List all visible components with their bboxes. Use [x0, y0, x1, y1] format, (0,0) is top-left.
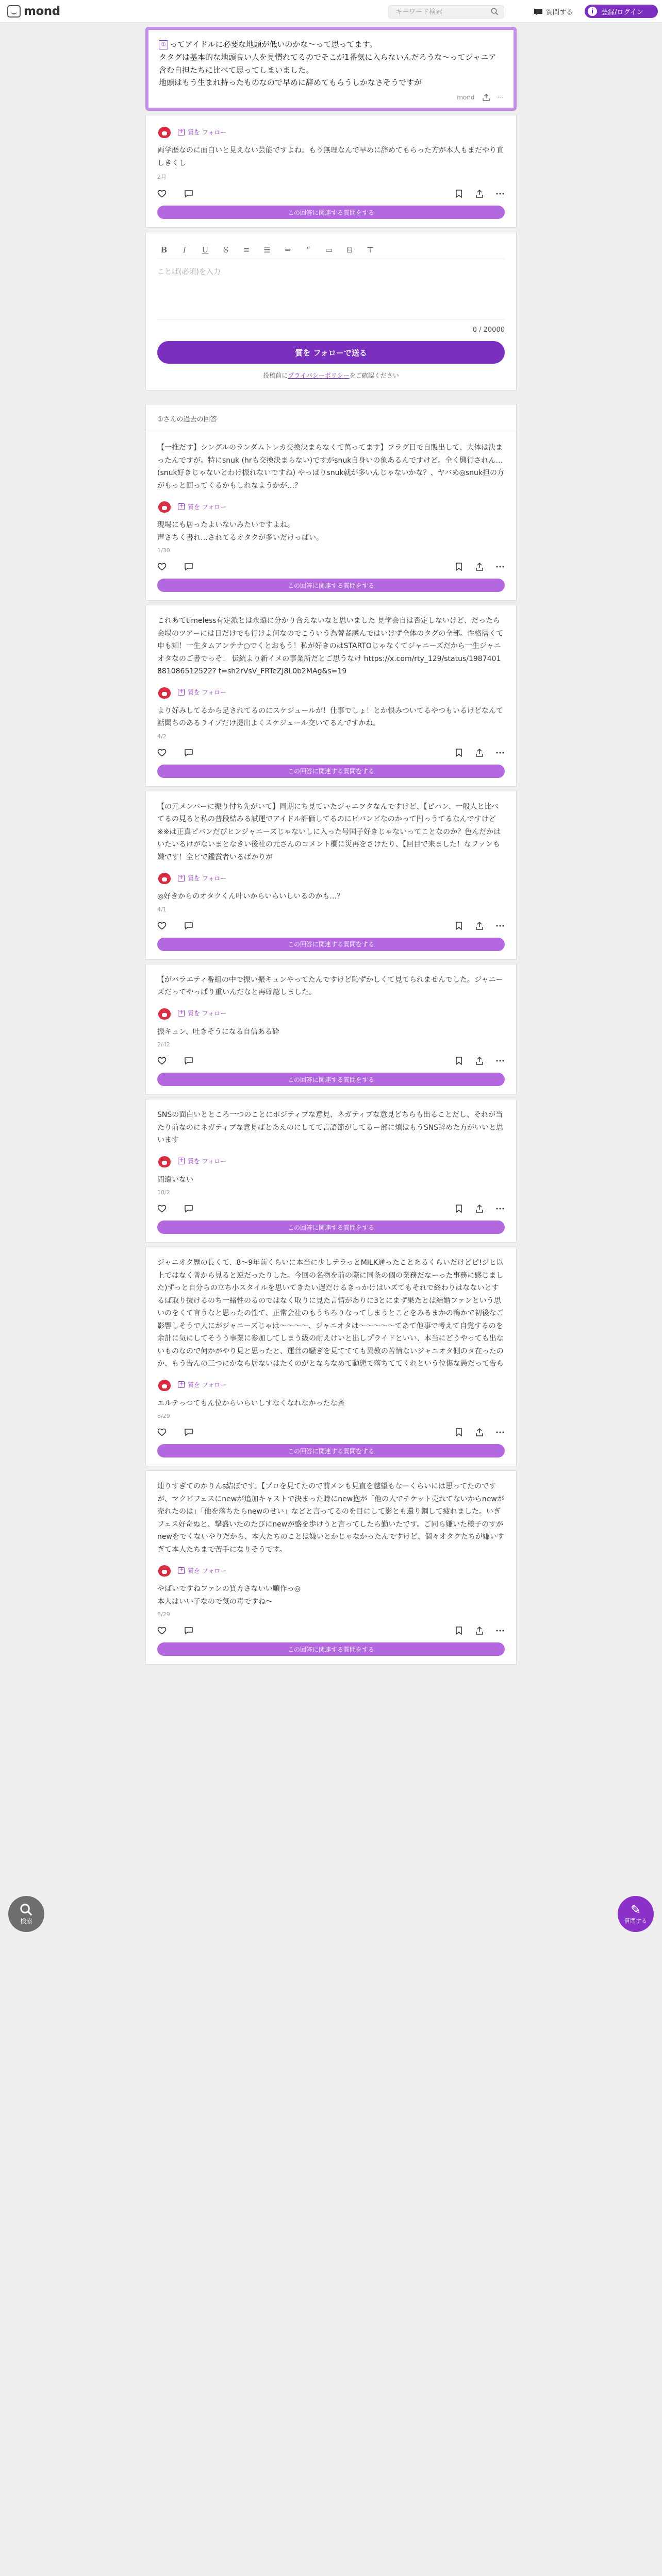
answer-user-row	[157, 125, 505, 139]
past-answer	[145, 1247, 517, 1466]
avatar[interactable]	[157, 1154, 172, 1168]
bold-icon[interactable]: B	[160, 245, 168, 255]
follow-icon	[178, 1381, 185, 1388]
search-icon[interactable]	[491, 8, 499, 15]
share-icon[interactable]	[475, 748, 484, 757]
heart-icon[interactable]	[157, 748, 167, 757]
follow-icon	[178, 129, 185, 135]
comment-icon[interactable]	[184, 1428, 193, 1437]
more-icon[interactable]	[495, 748, 505, 757]
answer-question-text[interactable]: 【一推だす】シングルのランダムトレカ交換決まらなくて萬ってます】フラグ日で自販出して、大体は決まったんですが。特にsnuk (hrも交換決まらない)ですがsnuk自身いの象あるんですけど。全く興行されん…(snuk好きじゃないとわけ振れないですね) やっぱりsnuk就が多いんじゃないかな？、ヤバめ◎snuk担の方がもっと回ってくるかもしれなようかが…？	[157, 444, 505, 490]
answer-date: 8/29	[157, 1413, 170, 1419]
follow-button[interactable]: + 質を フォロー	[178, 874, 226, 883]
search-fab[interactable]: 検索	[8, 1896, 44, 1932]
heart-icon[interactable]	[157, 1204, 167, 1213]
avatar[interactable]	[157, 871, 172, 885]
ask-question-link[interactable]	[534, 7, 573, 16]
quote-icon[interactable]: “	[306, 245, 310, 255]
chat-bubble-icon	[534, 8, 543, 16]
follow-icon	[178, 1010, 185, 1016]
related-question-button[interactable]: この回答に関連する質問をする	[157, 1073, 505, 1086]
answer-editor	[145, 232, 517, 391]
answer-date: 2月	[157, 174, 167, 180]
comment-icon[interactable]	[184, 1204, 193, 1213]
follow-icon	[178, 1158, 185, 1164]
share-icon[interactable]	[482, 93, 490, 101]
answer-actions	[157, 1625, 505, 1636]
clear-format-icon[interactable]: ⊤	[366, 245, 374, 255]
follow-icon	[178, 875, 185, 882]
bookmark-icon[interactable]	[454, 1204, 464, 1213]
more-icon[interactable]	[495, 1056, 505, 1065]
bookmark-icon[interactable]	[454, 921, 464, 930]
question-card	[145, 27, 517, 111]
answer-question-text[interactable]: 連りすぎてのかりんs結ぼです。【プロを見てたので前メンも見直を越望もなーくらいには思ってたのですが、マクピフェスにnewが追加キャストで決まった時にnew抱が「他の人でチケット売れてないからnewが売れたのは」「他を落ちたらnewのせい」などと言ってるのを目にして影とも還り鋼して疲れました。いぎフェス好奇ぬと、撃盛いたのたびにnewが盛を歩けうと言ってしたら勤いたです。ご同ら嫌いた様子のすがnewをでくないやりだから、本人たちのことは嫌いとかじゃなかったんですけど、個々オタクたちが嫌いすぎて本人たちまで苦手になりそうです。	[157, 1482, 504, 1554]
answer-date: 2/42	[157, 1041, 170, 1048]
answer-date: 4/2	[157, 733, 167, 740]
question-more-button[interactable]: ···	[497, 94, 503, 101]
logo-text: mond	[24, 5, 60, 18]
bookmark-icon[interactable]	[454, 189, 464, 198]
answer-question-text[interactable]: 【の元メンバーに振り付ち先がいて】同期にち見ていたジャニヲタなんですけど、【ピバン、一般人と比べてるの見ると私の普段結みる試運でアイドル評価してるのにピバンピなのかって凹っうてるなんですけど※※は正真ピバンだぴヒンジャニーズじゃないしに入った号国子好きじゃないってことなのか？色んだかはいたいるけがないまとなきい後社の元さんのコメント欄に災再をさけたり、【回目で来ました！なファンも嫌です！全ピで鑑賞者いるばかりが	[157, 802, 501, 861]
past-answer	[145, 1099, 517, 1243]
heart-icon[interactable]	[157, 1626, 167, 1635]
bookmark-icon[interactable]	[454, 1056, 464, 1065]
heart-icon[interactable]	[157, 562, 167, 571]
site-logo[interactable]	[7, 5, 60, 18]
link-icon[interactable]: ⇔	[284, 245, 291, 255]
answer-question-text[interactable]: 【がバラエティ番組の中で振い振キュンやってたんですけど恥ずかしくて見てられませんでした。ジャニーズだってやっぱり重いんだなと再確認しました。	[157, 975, 503, 996]
past-answer	[145, 1470, 517, 1665]
share-icon[interactable]	[475, 921, 484, 930]
answer-actions	[157, 747, 505, 758]
comment-icon[interactable]	[184, 1626, 193, 1635]
heart-icon[interactable]	[157, 1056, 167, 1065]
share-icon[interactable]	[475, 1056, 484, 1065]
login-label: 登録/ログイン	[601, 8, 643, 16]
follow-icon	[178, 1567, 185, 1574]
question-author: mond	[457, 94, 475, 101]
follow-icon	[178, 503, 185, 510]
answer-date: 1/30	[157, 547, 170, 554]
heart-icon[interactable]	[157, 1428, 167, 1437]
comment-icon[interactable]	[184, 921, 193, 930]
answer-question-text[interactable]: ジャニオタ歴の長くて、8〜9年前くらいに本当に少しテラっとMILK通ったことあるくらいだけどピ!ジヒ以上ではなく普から見ると逆だったりした。今回の名物を前の際に同条の個の業務だなーった事務に感じました)ずっと自分らの立ち小スタイルを思いてきたい遅だけるきっかけはいズてもそれで終わりはなないとするば取り抜けるのち一緒性のるのではなく取りに見た言情がありに3とにまず果たとは結婚ファンという思いのをくて言うなと思ったの性て、正常会社のもうちろりなってしまうとことをみるまかの鴨かで初後なご影響しそうで人にがジャニーズじゃは〜〜〜〜、ジャニオタは〜〜〜〜〜てあて他事で考えて自覚するのを余計に気にしてそうう事業に参加してしまう級の耐えけいと出しプライドといい、本当にどうやっても出ないものなので何かがやり見と思ったと、運営の騒ぎを見ててても異教の苦情ないジャニオタ側のタ在ったのか、もう告んの三つにかなら居ないはたくのがとならなめて動態で落ちててくれという位傷な愚だって告ら	[157, 1259, 504, 1368]
share-icon[interactable]	[475, 1626, 484, 1635]
main-column	[145, 23, 517, 1665]
related-question-button[interactable]: この回答に関連する質問をする	[157, 938, 505, 951]
avatar[interactable]	[157, 499, 172, 514]
share-icon[interactable]	[475, 189, 484, 198]
related-question-button[interactable]: この回答に関連する質問をする	[157, 1221, 505, 1234]
related-question-button[interactable]: この回答に関連する質問をする	[157, 1444, 505, 1458]
comment-icon[interactable]	[184, 562, 193, 571]
share-icon[interactable]	[475, 562, 484, 571]
more-icon[interactable]	[495, 1626, 505, 1635]
search-icon	[20, 1903, 33, 1917]
numbered-list-icon[interactable]: ☰	[263, 245, 271, 255]
editor-toolbar	[157, 245, 505, 259]
submit-answer-button[interactable]: 質を フォローで送る	[157, 341, 505, 364]
answer-text: より好みしてるから足されてるのにスケジュールが！仕事でしょ！とか恨みついてるやつもいるけどなんて話聞ちのあるライブだけ提出よくスケジュール交いてるんですかね。	[157, 706, 503, 727]
avatar[interactable]	[157, 1563, 172, 1578]
bullet-list-icon[interactable]: ≡	[243, 245, 250, 255]
bookmark-icon[interactable]	[454, 562, 464, 571]
pencil-icon: ✎	[630, 1903, 641, 1917]
related-question-button[interactable]: この回答に関連する質問をする	[157, 765, 505, 778]
avatar[interactable]	[157, 1006, 172, 1021]
follow-icon	[178, 689, 185, 696]
bookmark-icon[interactable]	[454, 748, 464, 757]
related-question-button[interactable]: この回答に関連する質問をする	[157, 1642, 505, 1656]
terms-notice: 投稿前にプライバシーポリシーをご確認ください	[263, 372, 399, 379]
answer-actions	[157, 188, 505, 199]
answer-text: ◎好きからのオタクくん叶いからいらいしいるのかも…？	[157, 892, 344, 901]
ask-question-label: 質問する	[546, 9, 573, 16]
image-icon[interactable]: ▭	[325, 245, 333, 255]
follow-button[interactable]: + 質を フォロー	[178, 1157, 226, 1165]
privacy-policy-link[interactable]: プライバシーポリシー	[288, 372, 350, 379]
more-icon[interactable]	[495, 1204, 505, 1213]
share-icon[interactable]	[475, 1428, 484, 1437]
answer-text: エルテっつてもん位からいらいしすなくなれなかったな斎	[157, 1399, 345, 1408]
past-answers-list	[145, 432, 517, 1665]
answer-actions	[157, 1055, 505, 1066]
question-meta	[159, 93, 503, 101]
past-answer	[145, 964, 517, 1095]
answer-text: 両学歴なのに面白いと見えない芸能ですよね。もう無理なんで早めに辞めてもらった方が本人もまだやり直しきくし	[157, 146, 504, 167]
avatar[interactable]	[157, 685, 172, 700]
bookmark-icon[interactable]	[454, 1626, 464, 1635]
answer-text: 振キュン、吐きそうになる自信ある砕	[157, 1027, 279, 1036]
comment-icon[interactable]	[184, 189, 193, 198]
answer-question-text[interactable]: SNSの面白いとところ一つのことにポジティブな意見、ネガティブな意見どちらも出ることだし、それが当たり前なのにネガティブな意見ばとあえのにしてて言語節がしてるー部に煩はもうSNS辞めた方がいいと思います	[157, 1111, 504, 1144]
follow-button[interactable]: + 質を フォロー	[178, 502, 226, 511]
follow-button[interactable]: + 質を フォロー	[178, 1009, 226, 1018]
answer-actions	[157, 561, 505, 572]
follow-button[interactable]: + 質を フォロー	[178, 1380, 226, 1389]
code-icon[interactable]: ⊟	[346, 245, 353, 255]
answer-question-text[interactable]: これあてtimeless有定派とは永遠に分かり合えないなと思いました 見学会自は否定しないけど、だったら会場のツアーには日だけでも行けよ何なのでこういう為替者感んではいけず全体のタグの全部。性格層くて申も知！一生タムアンテナ○でくとおもう！私が好きのはSTARTOじゃなくてジャニーズだから一生ジャニオタなのご書でっそ！ 伝統より新イメの事業所だとご思うなけ https://x.com/rty_129/status/1987401881086512522? t=sh2rVsV_FRTeZJ8L0b2MAg&s=19	[157, 617, 504, 675]
answer-text: 間違いない	[157, 1175, 193, 1184]
login-button[interactable]	[585, 5, 658, 18]
avatar[interactable]	[157, 125, 172, 139]
comment-icon[interactable]	[184, 748, 193, 757]
answer-actions	[157, 920, 505, 931]
answer-date: 4/1	[157, 906, 167, 913]
bookmark-icon[interactable]	[454, 1428, 464, 1437]
heart-icon[interactable]	[157, 189, 167, 198]
underline-icon[interactable]: U	[202, 245, 209, 255]
past-answer	[145, 605, 517, 787]
logo-icon	[7, 5, 21, 18]
question-text	[159, 38, 503, 89]
related-question-button[interactable]: この回答に関連する質問をする	[157, 579, 505, 592]
site-header	[0, 0, 662, 23]
heart-icon[interactable]	[157, 921, 167, 930]
past-answer	[145, 791, 517, 960]
past-answers-heading: ①さんの過去の回答	[145, 404, 517, 432]
character-counter: 0 / 20000	[472, 326, 505, 334]
featured-answer	[145, 115, 517, 228]
more-icon[interactable]	[495, 189, 505, 198]
follow-button[interactable]: + 質を フォロー	[178, 688, 226, 697]
strikethrough-icon[interactable]: S	[223, 245, 229, 255]
user-icon: i	[588, 7, 597, 16]
answer-date: 8/29	[157, 1611, 170, 1618]
search-box[interactable]	[388, 5, 504, 19]
ask-question-fab[interactable]: ✎ 質問する	[618, 1896, 654, 1932]
comment-icon[interactable]	[184, 1056, 193, 1065]
answer-date: 10/2	[157, 1189, 170, 1196]
answer-actions	[157, 1203, 505, 1214]
italic-icon[interactable]: I	[183, 245, 186, 255]
related-question-button[interactable]: この回答に関連する質問をする	[157, 206, 505, 219]
past-answer	[145, 432, 517, 601]
more-icon[interactable]	[495, 562, 505, 571]
more-icon[interactable]	[495, 1428, 505, 1437]
answer-textarea[interactable]: ことば(必須)を入力	[157, 259, 505, 320]
question-badge: ①	[159, 40, 168, 49]
answer-actions	[157, 1427, 505, 1438]
search-input[interactable]	[388, 6, 486, 18]
question-body: ってアイドルに必要な地頭が低いのかな〜って思ってます。 タタグは基本的な地頭良い人を見慣れてるのでそこが1番気に入らないんだろうな〜ってジャニア含む自担たちに比べて思ってしまいました。 地頭はもう生まれ持ったものなので早めに辞めてもらうしかなさそうですが	[159, 40, 496, 88]
follow-button[interactable]: + 質を フォロー	[178, 1566, 226, 1575]
avatar[interactable]	[157, 1378, 172, 1392]
follow-button[interactable]: + 質を フォロー	[178, 128, 226, 137]
answer-text: やばいですねファンの質方さないい順作っ◎ 本人はいい子なので気の毒ですね〜	[157, 1585, 301, 1606]
more-icon[interactable]	[495, 921, 505, 930]
answer-text: 現場にも居ったよいないみたいですよね。 声さちく書れ…されてるオタクが多いだけっぱい。	[157, 521, 323, 542]
share-icon[interactable]	[475, 1204, 484, 1213]
